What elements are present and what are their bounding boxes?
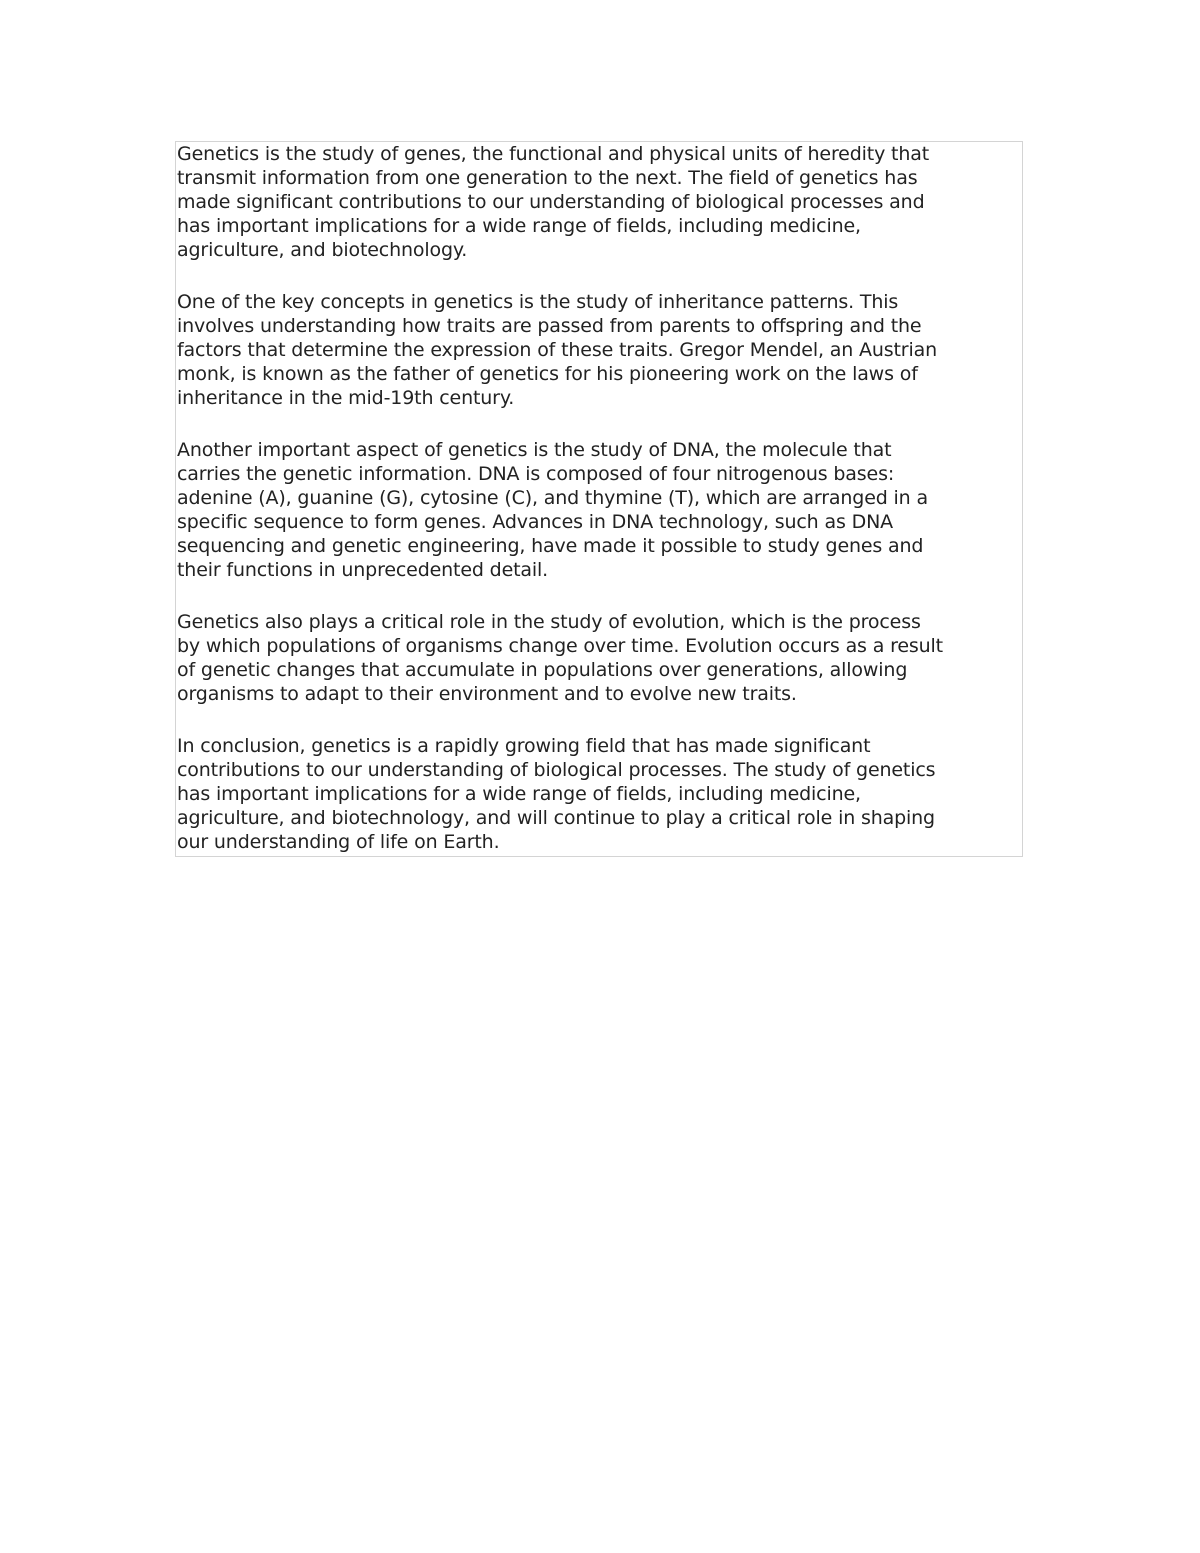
paragraph-conclusion: In conclusion, genetics is a rapidly growing field that has made significant contributions to our understanding of biological processes. The study of genetics has important implications for a wide range of fields, including medicine, agriculture, and biotechnology, and will continue to play a critical role in shaping our understanding of life on Earth. [177,735,936,853]
paragraph-evolution: Genetics also plays a critical role in the study of evolution, which is the process by which populations of organisms change over time. Evolution occurs as a result of genetic changes that accumulate in populations over generations, allowing organisms to adapt to their environment and to evolve new traits. [177,611,943,705]
paragraph-inheritance: One of the key concepts in genetics is the study of inheritance patterns. This involves understanding how traits are passed from parents to offspring and the factors that determine the expression of these traits. Gregor Mendel, an Austrian monk, is known as the father of genetics for his pioneering work on the laws of inheritance in the mid-19th century. [177,291,937,409]
paragraph-dna: Another important aspect of genetics is the study of DNA, the molecule that carries the genetic information. DNA is composed of four nitrogenous bases: adenine (A), guanine (G), cytosine (C), and thymine (T), which are arranged in a specific sequence to form genes. Advances in DNA technology, such as DNA sequencing and genetic engineering, have made it possible to study genes and their functions in unprecedented detail. [177,439,928,581]
text-block[interactable] [175,141,1023,857]
paragraph-intro: Genetics is the study of genes, the functional and physical units of heredity that transmit information from one generation to the next. The field of genetics has made significant contributions to our understanding of biological processes and has important implications for a wide range of fields, including medicine, agriculture, and biotechnology. [177,143,930,261]
